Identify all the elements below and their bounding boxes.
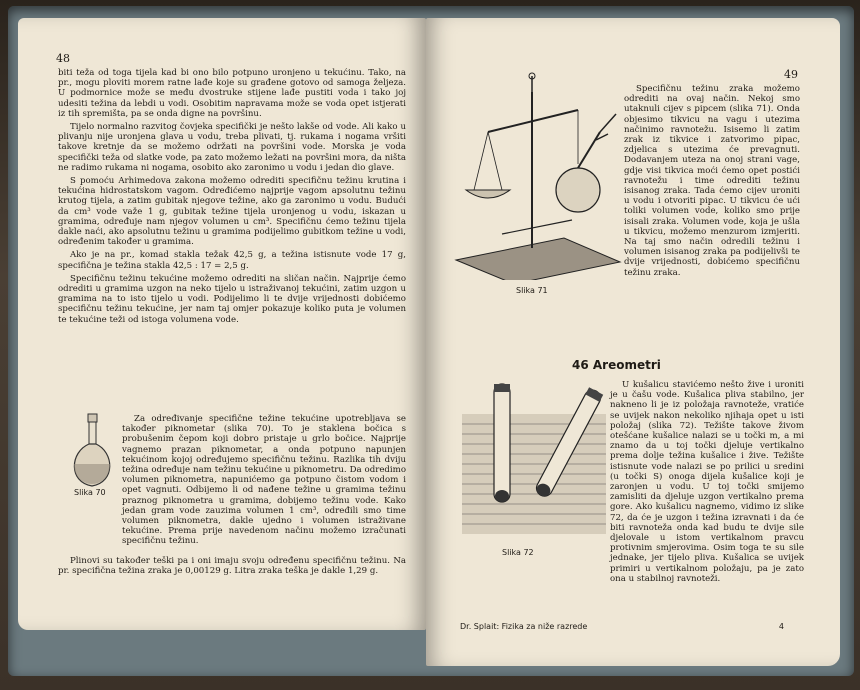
paragraph: Ako je na pr., komad stakla težak 42,5 g, a težina istisnute vode 17 g, specifična je težina stakla 42,5 : 17 = 2,5 g. [58,250,406,271]
paragraph: U kušalicu stavićemo nešto žive i uroniti je u čašu vode. Kušalica pliva stabilno, jer nakneno li je iz položaja ravnoteže, vratiće se uvijek nakon nekoliko njihaja opet u isti položaj (slika 72). Težište takove živom otešćane kušalice nalazi se u točki m, a mi znamo da u toj točki djeluje vertikalno prema dolje težina kušalice i žive. Težište istisnute vode nalazi se po prilici u sredini (u točki S) onoga dijela kušalice koji je zaronjen u vodu. U toj točki smijemo zamisliti da djeluje uzgon vertikalno prema gore. Ako kušalicu nagnemo, vidimo iz slike 72, da će je uzgon i težina izravnati i da će biti ravnoteža onda kad budu te dvije sile djelovale u istom vertikalnom pravcu protivnim smjerovima. Osim toga te su sile jednake, jer tijelo pliva. Kušalica se uvijek primiri u vertikalnom položaju, pa je zato ona u stabilnoj ravnoteži. [610,380,804,584]
paragraph: S pomoću Arhimedova zakona možemo odrediti specifičnu težinu krutina i tekućina hidrostatskom vagom. Određićemo najprije vagom apsolutnu težinu krutog tijela, a zatim gubitak njegove težine, ako ga zaronimo u vodu. Budući da cm³ vode važe 1 g, gubitak težine tijela uronjenog u vodu, iskazan u gramima, određuje nam njegov volumen u cm³. Specifičnu ćemo težinu tijela dakle naći, ako apsolutnu težinu u gramima podijelimo gubitkom težine u vodi, određenim također u gramima. [58,176,406,248]
paragraph: Specifičnu težinu tekućine možemo odrediti na sličan način. Najprije ćemo odrediti u gramima uzgon na neko tijelo u istraživanoj tekućini, zatim uzgon u gramima na to isto tijelo u vodi. Podijelimo li te dvije vrijednosti dobićemo specifičnu težinu tekućine, jer nam taj omjer pokazuje koliko puta je volumen te tekućine teži od istoga volumena vode. [58,273,406,325]
left-page-number: 48 [56,52,70,65]
right-page [426,18,840,666]
section-heading: 46 Areometri [572,358,661,372]
figure-71-caption: Slika 71 [516,286,548,295]
right-text-top [624,84,800,281]
right-page-number: 49 [784,68,798,81]
left-text-fig-wrap [122,414,406,550]
left-text-top [58,68,406,328]
hydrometer-figure [456,374,610,544]
balance-figure [444,70,624,280]
paragraph: Specifičnu težinu zraka možemo odrediti na ovaj način. Nekoj smo utaknuli cijev s pipcem (slika 71). Onda objesimo tikvicu na vagu i utezima načinimo ravnotežu. Isisemo li zatim zrak iz tikvice i zatvorimo pipac, zdjelica s utezima će prevagnuti. Dodavanjem uteza na onoj strani vage, gdje visi tikvica moći ćemo opet postići ravnotežu i time odrediti težinu isisanog zraka. Tada ćemo cijev uroniti u vodu i otvoriti pipac. U tikvicu će ući toliki volumen vode, koliko smo prije isisali zraka. Volumen vode, koja je ušla u tikvicu, možemo menzurom izmjeriti. Na taj smo način odredili težinu i volumen isisanog zraka pa podijelivši te dvije vrijednosti, dobićemo specifičnu težinu zraka. [624,84,800,278]
right-text-bottom [610,380,804,587]
paragraph: Plinovi su također teški pa i oni imaju svoju određenu specifičnu težinu. Na pr. specifična težina zraka je 0,00129 g. Litra zraka teška je dakle 1,29 g. [58,556,406,577]
figure-72-caption: Slika 72 [502,548,534,557]
paragraph: Za određivanje specifične težine tekućine upotrebljava se također piknometar (slika 70). To je staklena bočica s probušenim čepom koji dobro pristaje u grlo bočice. Najprije vagnemo prazan piknometar, a onda potpuno napunjen tekućinom kojoj određujemo specifičnu težinu. Razlika tih dviju težina određuje nam težinu tekućine u piknometru. Da odredimo volumen piknometra, napunićemo ga potpuno čistom vodom i opet vagnuti. Odbijemo li od nađene težine u gramima težinu praznog piknometra u gramima, dobijemo težinu vode. Kako jedan gram vode zauzima volumen 1 cm³, određili smo time volumen piknometra, dakle ujedno i volumen istraživane tekućine. Prema prije navedenom načinu možemo izračunati specifičnu težinu. [122,414,406,547]
left-text-bottom [58,556,406,579]
pycnometer-figure [62,412,124,490]
paragraph: Tijelo normalno razvitog čovjeka specifički je nešto lakše od vode. Ali kako u plivanju nije uronjena glava u vodu, treba plivati, tj. rukama i nogama vršiti takove kretnje da se možemo održati na površini vode. Morska je voda specifički teža od slatke vode, pa zato možemo ležati na površini mora, da ništa ne radimo rukama ni nogama, osobito ako zaronimo u vodu i jedan dio glave. [58,122,406,173]
left-page [18,18,426,630]
figure-70-caption: Slika 70 [74,488,106,497]
paragraph: biti teža od toga tijela kad bi ono bilo potpuno uronjeno u tekućinu. Tako, na pr., mogu ploviti morem ratne lađe koje su građene gotovo od samoga željeza. U podmornice može se među dvostruke stijene lađe pustiti voda i tako joj udesiti težina da lebdi u vodi. Osobitim napravama može se voda opet istjerati iz tih spremišta, pa se onda digne na površinu. [58,68,406,119]
footer-author: Dr. Splait: Fizika za niže razrede [460,622,588,631]
footer-signature: 4 [778,622,784,631]
